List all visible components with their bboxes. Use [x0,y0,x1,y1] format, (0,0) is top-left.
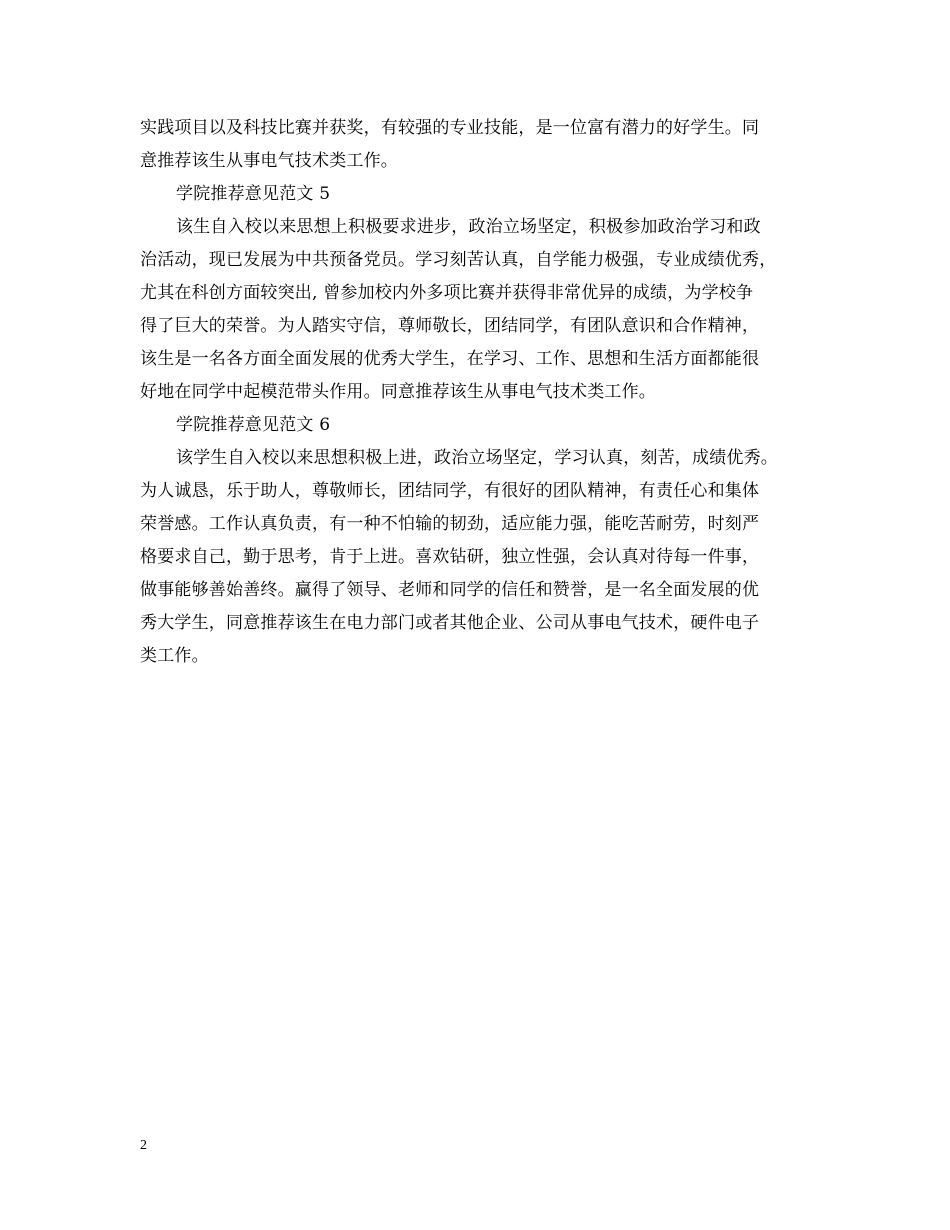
body-line: 实践项目以及科技比赛并获奖，有较强的专业技能，是一位富有潜力的好学生。同 [140,118,760,138]
body-line: 该生是一名各方面全面发展的优秀大学生，在学习、工作、思想和生活方面都能很 [140,349,760,369]
body-line: 尤其在科创方面较突出, 曾参加校内外多项比赛并获得非常优异的成绩，为学校争 [140,283,754,303]
document-body [140,112,812,673]
body-line: 意推荐该生从事电气技术类工作。 [140,151,398,171]
section-heading: 学院推荐意见范文 5 [176,184,331,204]
body-line: 该生自入校以来思想上积极要求进步，政治立场坚定，积极参加政治学习和政 [176,217,761,237]
body-line: 荣誉感。工作认真负责，有一种不怕输的韧劲，适应能力强，能吃苦耐劳，时刻严 [140,514,760,534]
section-heading: 学院推荐意见范文 6 [176,415,331,435]
body-line: 好地在同学中起模范带头作用。同意推荐该生从事电气技术类工作。 [140,382,656,402]
body-line: 类工作。 [140,646,209,666]
body-line: 格要求自己，勤于思考，肯于上进。喜欢钻研，独立性强，会认真对待每一件事， [140,547,760,567]
body-line: 治活动，现已发展为中共预备党员。学习刻苦认真，自学能力极强，专业成绩优秀， [140,250,777,270]
body-line: 该学生自入校以来思想积极上进，政治立场坚定，学习认真，刻苦，成绩优秀。 [176,448,778,468]
body-line: 秀大学生，同意推荐该生在电力部门或者其他企业、公司从事电气技术，硬件电子 [140,613,760,633]
body-line: 得了巨大的荣誉。为人踏实守信，尊师敬长，团结同学，有团队意识和合作精神， [140,316,760,336]
body-line: 做事能够善始善终。赢得了领导、老师和同学的信任和赞誉，是一名全面发展的优 [140,580,760,600]
page-number: 2 [140,1138,147,1153]
body-line: 为人诚恳，乐于助人，尊敬师长，团结同学，有很好的团队精神，有责任心和集体 [140,481,760,501]
